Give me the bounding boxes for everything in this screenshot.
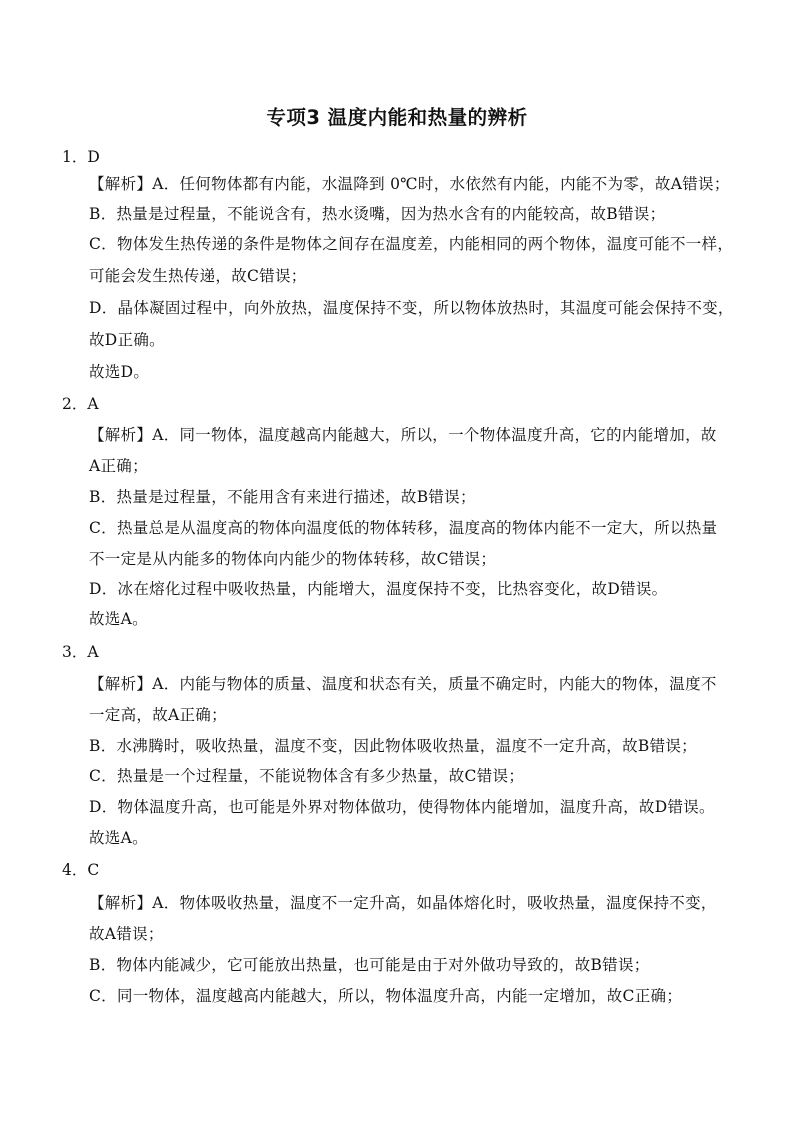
answer-line: C．热量是一个过程量，不能说物体含有多少热量，故C错误； [89, 767, 525, 785]
answer-line: C．热量总是从温度高的物体向温度低的物体转移，温度高的物体内能不一定大，所以热量 [89, 519, 718, 537]
answer-line: B．物体内能减少，它可能放出热量，也可能是由于对外做功导致的，故B错误； [89, 956, 650, 974]
answer-line: C．物体发生热传递的条件是物体之间存在温度差，内能相同的两个物体，温度可能不一样， [89, 235, 734, 253]
answer-line: 【解析】A．物体吸收热量，温度不一定升高，如晶体熔化时，吸收热量，温度保持不变， [89, 894, 717, 912]
question-number: 4．C [62, 861, 100, 879]
answer-line: D．物体温度升高，也可能是外界对物体做功，使得物体内能增加，温度升高，故D错误。 [89, 798, 715, 816]
answer-line: 故选A。 [89, 610, 148, 628]
answer-line: D．冰在熔化过程中吸收热量，内能增大，温度保持不变，比热容变化，故D错误。 [89, 580, 668, 598]
answer-line: 一定高，故A正确； [89, 706, 227, 724]
answer-line: 故选A。 [89, 829, 148, 847]
page-title: 专项3 温度内能和热量的辨析 [266, 106, 528, 129]
answer-line: 【解析】A．内能与物体的质量、温度和状态有关，质量不确定时，内能大的物体，温度不 [89, 675, 717, 693]
answer-line: C．同一物体，温度越高内能越大，所以，物体温度升高，内能一定增加，故C正确； [89, 987, 683, 1005]
answer-line: 【解析】A．同一物体，温度越高内能越大，所以，一个物体温度升高，它的内能增加，故 [89, 426, 717, 444]
answer-line: B．热量是过程量，不能用含有来进行描述，故B错误； [89, 488, 476, 506]
answer-line: 可能会发生热传递，故C错误； [89, 267, 307, 285]
answer-line: 故D正确。 [89, 331, 165, 349]
question-number: 1．D [62, 148, 100, 166]
answer-line: D．晶体凝固过程中，向外放热，温度保持不变，所以物体放热时，其温度可能会保持不变， [89, 299, 734, 317]
answer-line: A正确； [89, 457, 148, 475]
answer-line: B．水沸腾时，吸收热量，温度不变，因此物体吸收热量，温度不一定升高，故B错误； [89, 737, 697, 755]
answer-line: 故A错误； [89, 925, 164, 943]
answer-line: B．热量是过程量，不能说含有，热水烫嘴，因为热水含有的内能较高，故B错误； [89, 205, 666, 223]
answer-line: 不一定是从内能多的物体向内能少的物体转移，故C错误； [89, 550, 497, 568]
answer-line: 【解析】A．任何物体都有内能，水温降到 0℃时，水依然有内能，内能不为零，故A错误； [89, 175, 730, 193]
answer-line: 故选D。 [89, 363, 150, 381]
question-number: 2．A [62, 395, 99, 413]
question-number: 3．A [62, 643, 99, 661]
